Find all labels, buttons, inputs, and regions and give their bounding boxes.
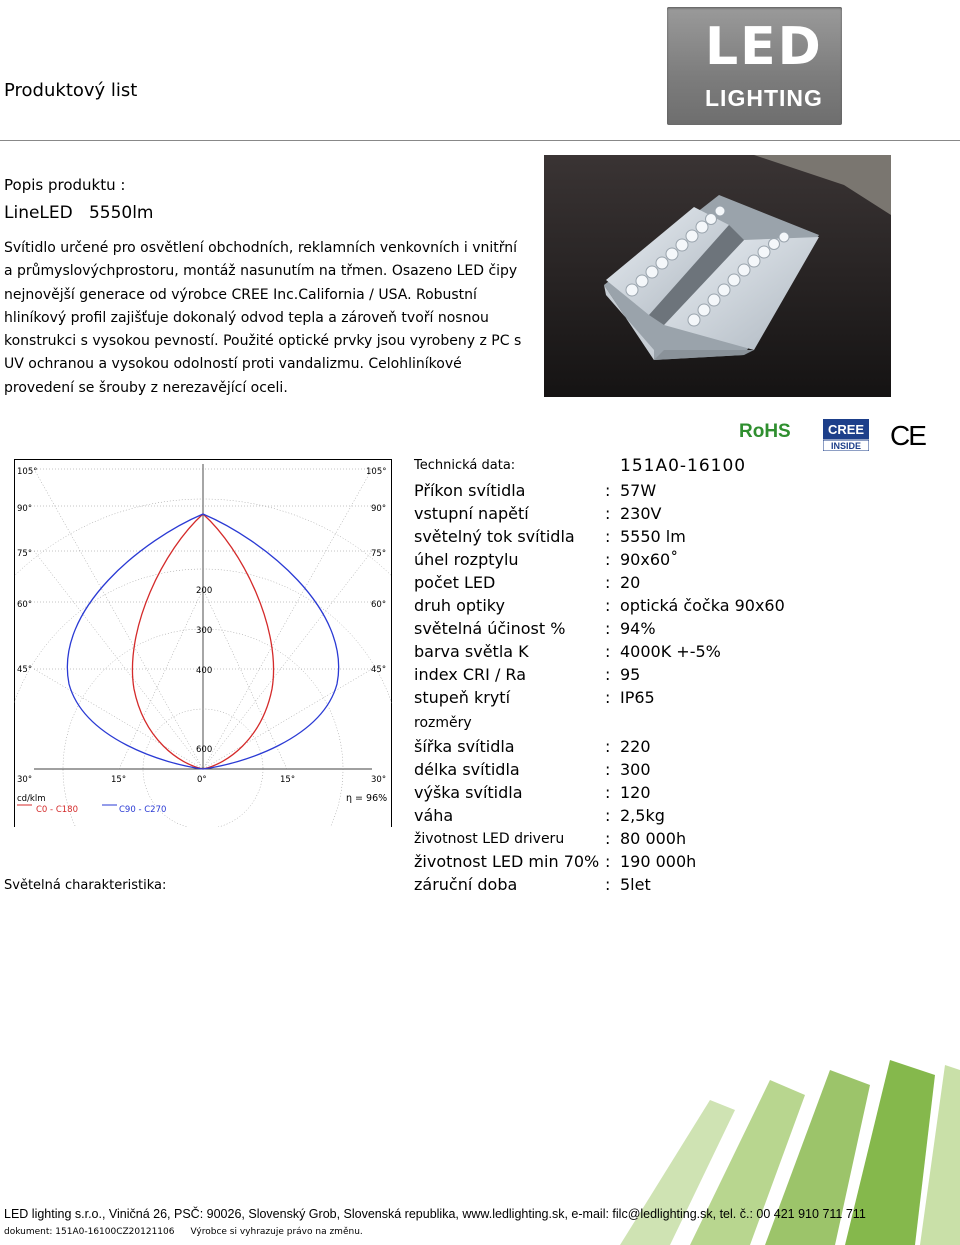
logo-top-text: LED <box>705 17 823 77</box>
document-id: dokument: 151A0-16100CZ20121106 <box>4 1227 175 1237</box>
company-footer: LED lighting s.r.o., Viničná 26, PSČ: 90026, Slovenský Grob, Slovenská republika, www.ledlighting.sk, e-mail: filc@ledlighting.sk, tel. č.: 00 421 910 711 711 <box>4 1207 866 1221</box>
radial-label: 300 <box>196 626 213 636</box>
product-photo <box>544 155 891 397</box>
legend-c0-c180: C0 - C180 <box>36 805 78 815</box>
radial-label: 200 <box>196 586 213 596</box>
chart-caption: Světelná charakteristika: <box>4 878 167 893</box>
polar-light-diagram <box>14 459 392 827</box>
angle-label: 45° <box>17 665 33 675</box>
radial-label: 600 <box>196 745 213 755</box>
angle-label: 0° <box>197 775 207 785</box>
page-title: Produktový list <box>4 80 138 101</box>
angle-label: 60° <box>371 600 387 610</box>
unit-label: cd/klm <box>17 794 46 804</box>
description-heading: Popis produktu : <box>4 176 126 194</box>
angle-label: 105° <box>17 467 38 477</box>
angle-label: 15° <box>111 775 127 785</box>
angle-label: 45° <box>371 665 387 675</box>
cree-inside-logo <box>823 419 869 451</box>
document-footer <box>4 1227 363 1237</box>
angle-label: 75° <box>17 549 33 559</box>
ce-mark: CE <box>890 420 925 451</box>
legend-c90-c270: C90 - C270 <box>119 805 167 815</box>
angle-label: 105° <box>366 467 387 477</box>
header-divider <box>0 140 960 141</box>
angle-label: 75° <box>371 549 387 559</box>
product-code: 151A0-16100 <box>620 456 747 476</box>
radial-label: 400 <box>196 666 213 676</box>
logo-bottom-text: LIGHTING <box>705 85 823 111</box>
angle-label: 30° <box>371 775 387 785</box>
angle-label: 90° <box>17 504 33 514</box>
angle-label: 60° <box>17 600 33 610</box>
led-lighting-logo <box>667 7 842 125</box>
disclaimer: Výrobce si vyhrazuje právo na změnu. <box>190 1227 363 1237</box>
angle-label: 15° <box>280 775 296 785</box>
svg-text:CREE: CREE <box>827 422 865 437</box>
rohs-badge: RoHS <box>739 421 791 442</box>
product-name: LineLED 5550lm <box>4 203 154 223</box>
angle-label: 90° <box>371 504 387 514</box>
angle-label: 30° <box>17 775 33 785</box>
svg-text:INSIDE: INSIDE <box>830 441 862 451</box>
tech-data-heading: Technická data: <box>414 458 516 473</box>
product-description: Svítidlo určené pro osvětlení obchodních, reklamních venkovních i vnitřní a průmyslovýchprostoru, montáž nasunutím na třmen. Osazeno LED čipy nejnovější generace od výrobce CREE Inc.California / USA. Robustní hliníkový profil zajišťuje dokonalý odvod tepla a zároveň tvoří nosnou konstrukci s vysokou pevností. Použité optické prvky jsou vyrobeny z PC s UV ochranou a vysokou odolností proti vandalizmu. Celohliníkové provedení se šrouby z nerezavějící oceli. <box>4 240 522 396</box>
efficiency-label: η = 96% <box>346 793 388 804</box>
